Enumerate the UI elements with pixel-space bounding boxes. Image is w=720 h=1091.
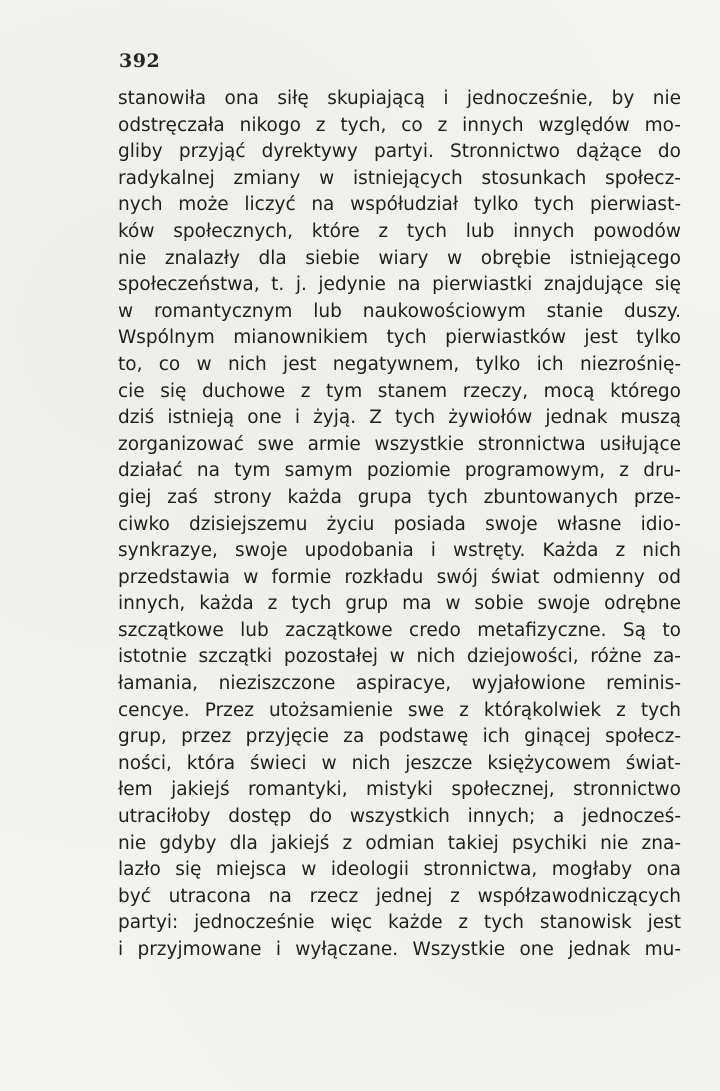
text-line: ciwko dzisiejszemu życiu posiada swoje własne idio- [118,513,681,535]
text-line: odstręczała nikogo z tych, co z innych względów mo- [118,114,681,136]
text-line: lazło się miejsca w ideologii stronnictwa, mogłaby ona [118,859,681,881]
text-line: radykalnej zmiany w istniejących stosunkach społecz- [118,167,681,189]
text-line: partyi: jednocześnie więc każde z tych stanowisk jest [118,912,681,934]
page-number: 392 [119,50,161,72]
text-line: cencye. Przez utożsamienie swe z którąkolwiek z tych [118,699,681,721]
text-line: nie znalazły dla siebie wiary w obrębie istniejącego [118,247,681,269]
text-line: gliby przyjąć dyrektywy partyi. Stronnictwo dążące do [118,141,681,163]
text-line: dziś istnieją one i żyją. Z tych żywiołów jednak muszą [118,407,681,429]
text-line: działać na tym samym poziomie programowym, z dru- [118,460,681,482]
text-line: ków społecznych, które z tych lub innych powodów [118,220,681,242]
text-line: grup, przez przyjęcie za podstawę ich ginącej społecz- [118,726,681,748]
text-line: ności, która świeci w nich jeszcze księżycowem świat- [118,752,681,774]
text-line: stanowiła ona siłę skupiającą i jednocześnie, by nie [118,88,681,109]
text-line: synkrazye, swoje upodobania i wstręty. Każda z nich [118,540,681,562]
text-line: utraciłoby dostęp do wszystkich innych; a jednocześ- [118,806,681,828]
text-line: istotnie szczątki pozostałej w nich dziejowości, różne za- [118,646,681,668]
text-line: nie gdyby dla jakiejś z odmian takiej psychiki nie zna- [118,832,681,854]
text-line: łem jakiejś romantyki, mistyki społecznej, stronnictwo [118,779,681,801]
text-line: szczątkowe lub zaczątkowe credo metafizyczne. Są to [118,619,681,641]
text-line: giej zaś strony każda grupa tych zbuntowanych prze- [118,486,681,508]
text-line: przedstawia w formie rozkładu swój świat odmienny od [118,566,681,588]
text-line: nych może liczyć na współudział tylko tych pierwiast- [118,194,681,216]
text-line: łamania, nieziszczone aspiracye, wyjałowione reminis- [118,673,681,695]
body-text [118,86,681,964]
text-line: być utracona na rzecz jednej z współzawodniczących [118,885,681,907]
text-line: cie się duchowe z tym stanem rzeczy, mocą którego [118,380,681,402]
text-line: społeczeństwa, t. j. jedynie na pierwiastki znajdujące się [118,274,681,296]
text-line: to, co w nich jest negatywnem, tylko ich niezrośnię- [118,353,681,375]
text-line: zorganizować swe armie wszystkie stronnictwa usiłujące [118,433,681,455]
text-line: i przyjmowane i wyłączane. Wszystkie one jednak mu- [118,939,681,960]
text-line: Wspólnym mianownikiem tych pierwiastków jest tylko [118,327,681,349]
text-line: innych, każda z tych grup ma w sobie swoje odrębne [118,593,681,615]
text-line: w romantycznym lub naukowościowym stanie duszy. [118,300,681,322]
